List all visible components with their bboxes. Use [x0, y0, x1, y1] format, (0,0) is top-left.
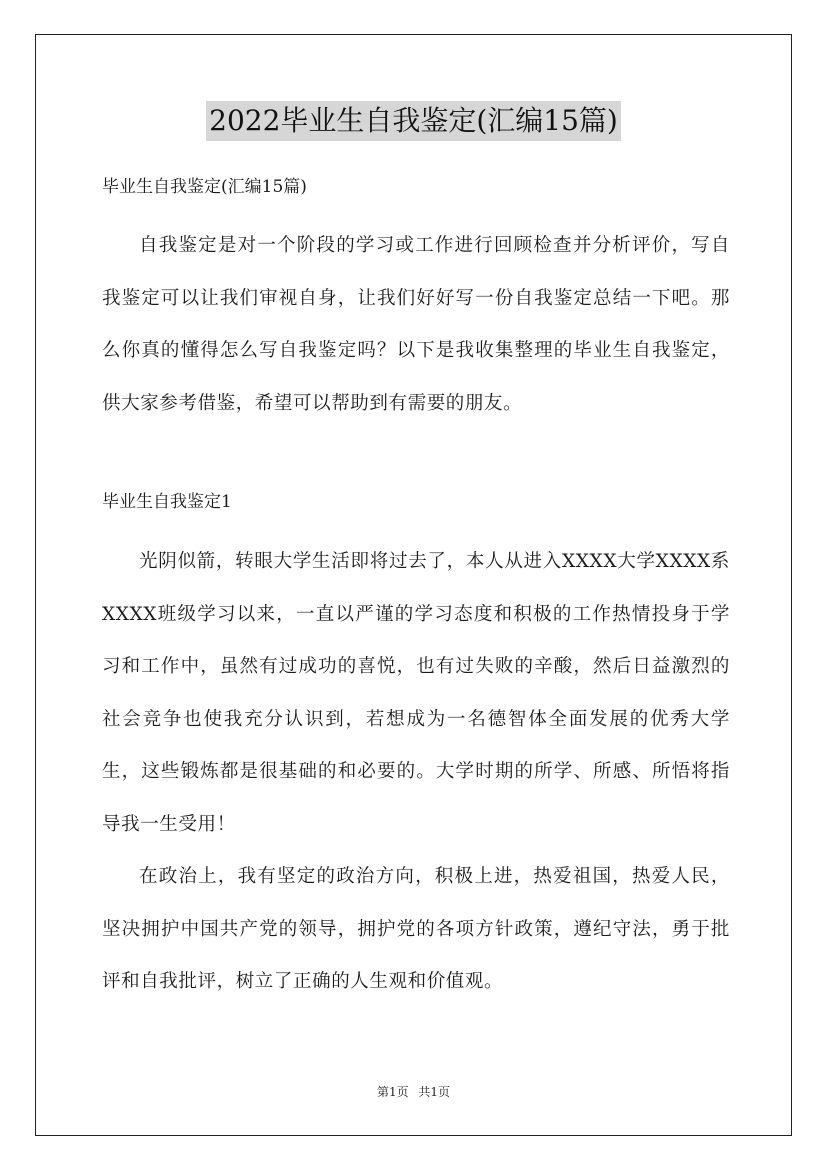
document-title: 2022毕业生自我鉴定(汇编15篇)	[206, 101, 621, 141]
document-body	[102, 174, 730, 1009]
title-container	[0, 101, 827, 141]
page-total: 共1页	[418, 1085, 451, 1099]
section-heading: 毕业生自我鉴定1	[102, 492, 232, 512]
document-subtitle: 毕业生自我鉴定(汇编15篇)	[102, 177, 307, 197]
body-paragraph-1: 光阴似箭，转眼大学生活即将过去了，本人从进入XXXX大学XXXX系XXXX班级学习以来，一直以严谨的学习态度和积极的工作热情投身于学习和工作中，虽然有过成功的喜悦，也有过失败的辛酸，然后日益激烈的社会竞争也使我充分认识到，若想成为一名德智体全面发展的优秀大学生，这些锻炼都是很基础的和必要的。大学时期的所学、所感、所悟将指导我一生受用！	[102, 551, 730, 835]
intro-paragraph: 自我鉴定是对一个阶段的学习或工作进行回顾检查并分析评价，写自我鉴定可以让我们审视自身，让我们好好写一份自我鉴定总结一下吧。那么你真的懂得怎么写自我鉴定吗？以下是我收集整理的毕业生自我鉴定，供大家参考借鉴，希望可以帮助到有需要的朋友。	[102, 235, 730, 414]
page-footer	[0, 1084, 827, 1100]
page-number: 第1页	[376, 1085, 409, 1099]
body-paragraph-2: 在政治上，我有坚定的政治方向，积极上进，热爱祖国，热爱人民，坚决拥护中国共产党的领导，拥护党的各项方针政策，遵纪守法，勇于批评和自我批评，树立了正确的人生观和价值观。	[102, 866, 730, 992]
